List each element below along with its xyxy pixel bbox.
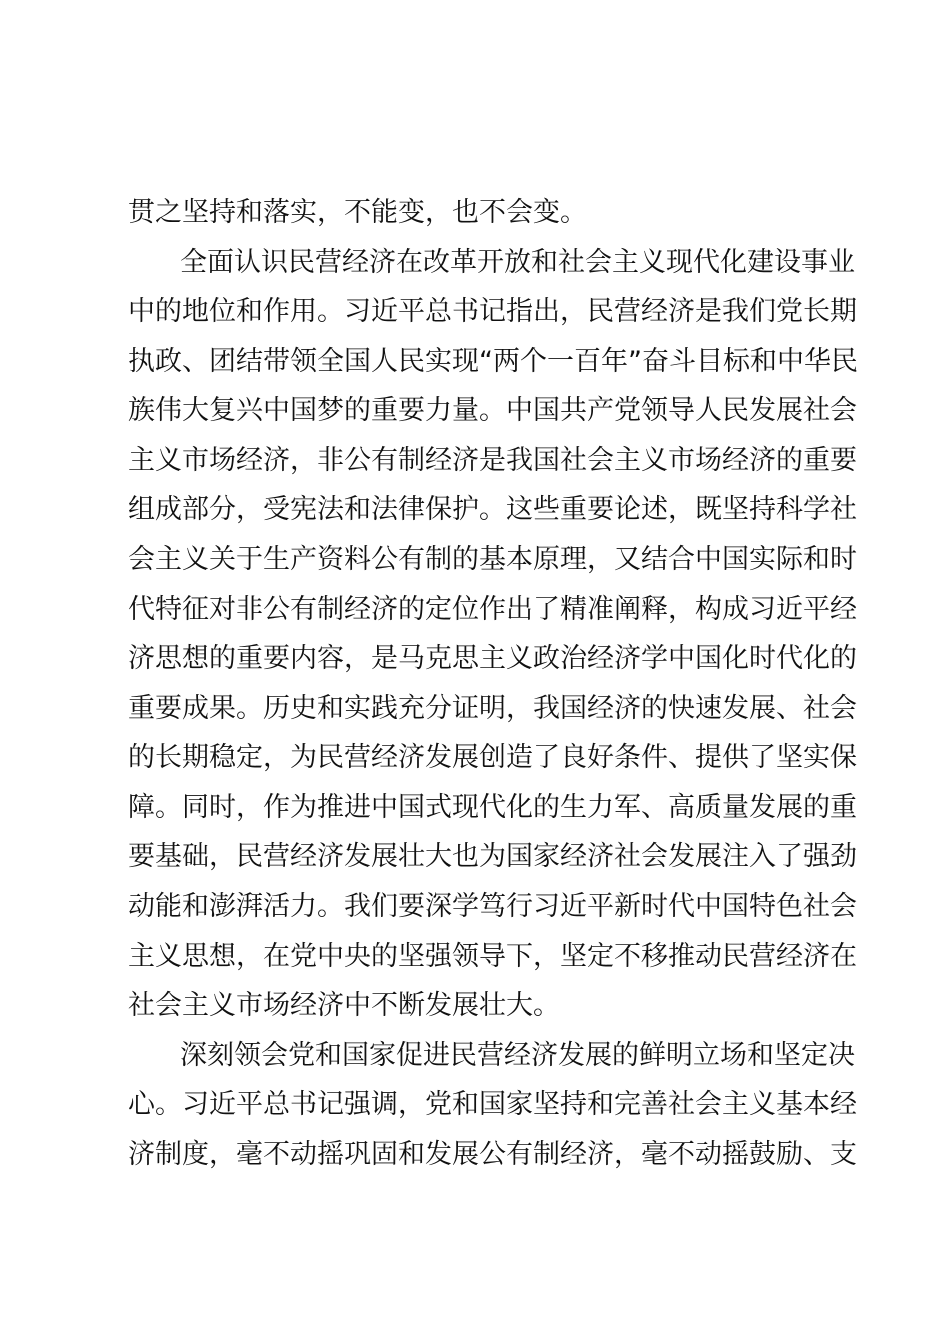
text-line: 的长期稳定，为民营经济发展创造了良好条件、提供了坚实保 bbox=[128, 742, 857, 773]
text-line: 济思想的重要内容，是马克思主义政治经济学中国化时代化的 bbox=[128, 643, 857, 674]
text-line: 代特征对非公有制经济的定位作出了精准阐释，构成习近平经 bbox=[128, 594, 857, 625]
text-line: 贯之坚持和落实，不能变，也不会变。 bbox=[128, 197, 587, 228]
text-line: 济制度，毫不动摇巩固和发展公有制经济，毫不动摇鼓励、支 bbox=[128, 1139, 857, 1170]
text-line: 障。同时，作为推进中国式现代化的生力军、高质量发展的重 bbox=[128, 792, 857, 823]
text-line: 重要成果。历史和实践充分证明，我国经济的快速发展、社会 bbox=[128, 693, 857, 724]
text-line: 主义市场经济，非公有制经济是我国社会主义市场经济的重要 bbox=[128, 445, 857, 476]
text-line: 要基础，民营经济发展壮大也为国家经济社会发展注入了强劲 bbox=[128, 841, 857, 872]
text-line: 动能和澎湃活力。我们要深学笃行习近平新时代中国特色社会 bbox=[128, 891, 857, 922]
text-line: 执政、团结带领全国人民实现“两个一百年”奋斗目标和中华民 bbox=[128, 346, 858, 377]
text-line: 族伟大复兴中国梦的重要力量。中国共产党领导人民发展社会 bbox=[128, 395, 857, 426]
text-line: 全面认识民营经济在改革开放和社会主义现代化建设事业 bbox=[180, 247, 855, 278]
text-line: 会主义关于生产资料公有制的基本原理，又结合中国实际和时 bbox=[128, 544, 857, 575]
text-line: 心。习近平总书记强调，党和国家坚持和完善社会主义基本经 bbox=[128, 1089, 857, 1120]
text-line: 社会主义市场经济中不断发展壮大。 bbox=[128, 990, 560, 1021]
text-line: 深刻领会党和国家促进民营经济发展的鲜明立场和坚定决 bbox=[180, 1040, 855, 1071]
text-line: 中的地位和作用。习近平总书记指出，民营经济是我们党长期 bbox=[128, 296, 857, 327]
text-line: 主义思想，在党中央的坚强领导下，坚定不移推动民营经济在 bbox=[128, 941, 857, 972]
text-line: 组成部分，受宪法和法律保护。这些重要论述，既坚持科学社 bbox=[128, 494, 857, 525]
